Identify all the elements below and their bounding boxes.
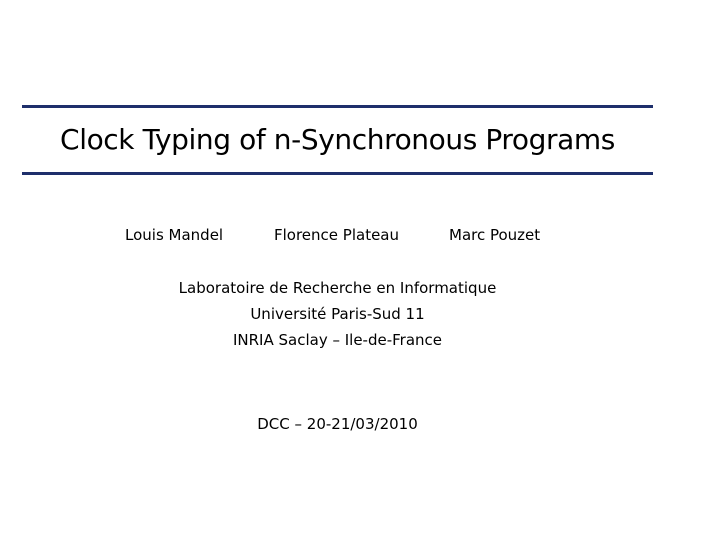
author-list [0, 223, 675, 247]
slide-title: Clock Typing of n-Synchronous Programs [60, 123, 615, 156]
title-top-rule [22, 105, 653, 108]
event-date: DCC – 20-21/03/2010 [257, 415, 418, 433]
title-bottom-rule [22, 172, 653, 175]
author-name: Florence Plateau [274, 226, 400, 244]
affiliation-line: INRIA Saclay – Ile-de-France [232, 331, 443, 349]
author-name: Louis Mandel [125, 226, 224, 244]
affiliation-line: Université Paris-Sud 11 [250, 305, 425, 323]
author-name: Marc Pouzet [449, 226, 541, 244]
affiliation-line: Laboratoire de Recherche en Informatique [178, 279, 497, 297]
